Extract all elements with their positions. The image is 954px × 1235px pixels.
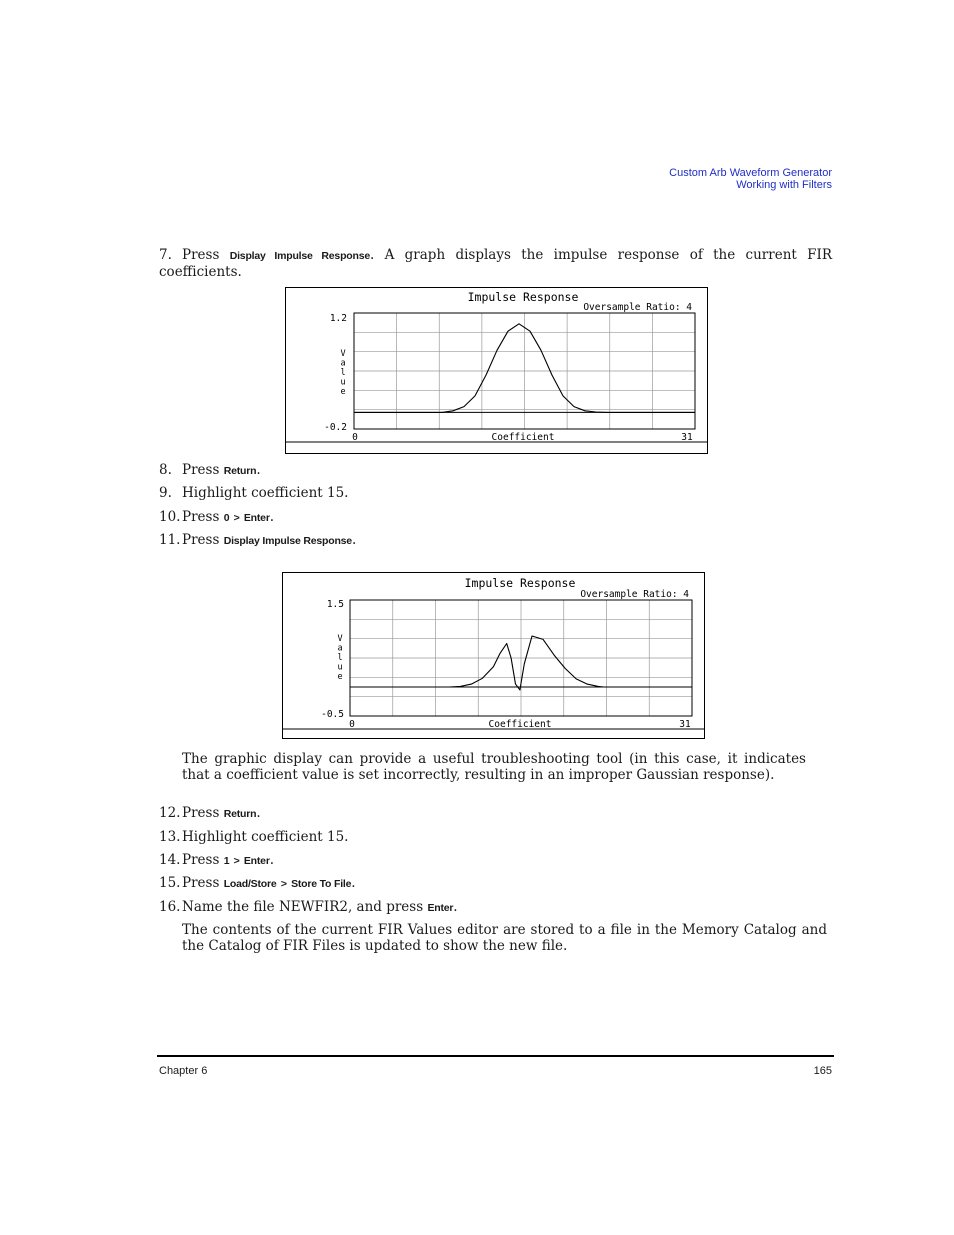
chart-title: Impulse Response <box>464 576 576 590</box>
softkey-label: Display Impulse Response <box>229 250 370 262</box>
step-text: . <box>351 875 356 891</box>
y-tick-label-max: 1.2 <box>329 313 347 324</box>
step-text: . <box>269 852 274 868</box>
step-text: . <box>256 462 261 478</box>
step-text: Press <box>182 462 220 478</box>
softkey-label: Return <box>223 808 257 820</box>
step-10 <box>159 509 832 526</box>
step-number: 7. <box>159 247 172 263</box>
step-15 <box>159 875 832 892</box>
step-text: Press <box>182 805 220 821</box>
step-number: 16. <box>159 899 181 915</box>
chart-title: Impulse Response <box>467 290 579 304</box>
chart-subtitle: Oversample Ratio: 4 <box>583 302 692 313</box>
step-text: . <box>453 899 458 915</box>
step-text: . <box>256 805 261 821</box>
running-header-subsection: Working with Filters <box>736 179 832 191</box>
step-7 <box>159 247 832 280</box>
step-number: 11. <box>159 532 181 548</box>
impulse-response-chart-1 <box>286 288 707 453</box>
impulse-response-figure-2 <box>282 572 705 739</box>
x-tick-label-max: 31 <box>681 432 693 443</box>
key-separator: > <box>233 855 240 867</box>
step-text: Press <box>182 875 220 891</box>
footer-page-number: 165 <box>813 1065 832 1077</box>
chart-subtitle: Oversample Ratio: 4 <box>580 589 689 600</box>
key-separator: > <box>280 878 287 890</box>
running-header <box>669 167 832 191</box>
hardkey-label: 0 <box>223 512 230 524</box>
step-9 <box>159 485 832 501</box>
y-tick-label-min: -0.5 <box>321 709 344 720</box>
softkey-label: Enter <box>427 902 454 914</box>
footer-chapter: Chapter 6 <box>159 1065 208 1077</box>
step-text: . <box>351 532 357 548</box>
step-number: 14. <box>159 852 181 868</box>
step-text: Press <box>182 247 220 263</box>
y-tick-label-min: -0.2 <box>324 422 347 433</box>
impulse-response-chart-2 <box>283 573 704 738</box>
step-text: Press <box>182 509 220 525</box>
softkey-label: Return <box>223 465 257 477</box>
step-text: . <box>269 509 274 525</box>
softkey-label: Display Impulse Response <box>223 535 352 547</box>
step-number: 12. <box>159 805 181 821</box>
step-16 <box>159 899 832 916</box>
step-text: . A graph displays the impulse response of the current FIR coefficients. <box>159 247 832 280</box>
x-tick-label-min: 0 <box>349 719 355 730</box>
step-number: 15. <box>159 875 181 891</box>
step-number: 10. <box>159 509 181 525</box>
x-axis-label: Coefficient <box>491 432 555 443</box>
step-number: 13. <box>159 829 181 845</box>
hardkey-label: Enter <box>243 512 270 524</box>
troubleshooting-note: The graphic display can provide a useful troubleshooting tool (in this case, it indicates that a coefficient value is set incorrectly, resulting in an improper Gaussian response). <box>182 751 806 783</box>
step-number: 8. <box>159 462 172 478</box>
y-axis-label: V a l u e <box>337 634 343 682</box>
step-text: Highlight coefficient 15. <box>182 829 349 845</box>
step-text: Name the file NEWFIR2, and press <box>182 899 424 915</box>
hardkey-label: Enter <box>243 855 270 867</box>
x-axis-label: Coefficient <box>488 719 552 730</box>
key-separator: > <box>233 512 240 524</box>
step-12 <box>159 805 832 822</box>
y-axis-label: V a l u e <box>340 349 346 397</box>
hardkey-label: 1 <box>223 855 230 867</box>
step-14 <box>159 852 832 869</box>
running-header-section: Custom Arb Waveform Generator <box>669 167 832 179</box>
softkey-label: Store To File <box>291 878 352 890</box>
store-file-note: The contents of the current FIR Values editor are stored to a file in the Memory Catalog and the Catalog of FIR Files is updated to show the new file. <box>182 922 827 954</box>
step-13 <box>159 829 832 845</box>
step-number: 9. <box>159 485 172 501</box>
step-11 <box>159 532 832 549</box>
footer-rule <box>157 1055 834 1057</box>
step-text: Highlight coefficient 15. <box>182 485 349 501</box>
softkey-label: Load/Store <box>223 878 277 890</box>
step-text: Press <box>182 852 220 868</box>
x-tick-label-max: 31 <box>679 719 691 730</box>
step-text: Press <box>182 532 220 548</box>
impulse-response-figure-1 <box>285 287 708 454</box>
x-tick-label-min: 0 <box>352 432 358 443</box>
y-tick-label-max: 1.5 <box>326 599 344 610</box>
step-8 <box>159 462 832 479</box>
